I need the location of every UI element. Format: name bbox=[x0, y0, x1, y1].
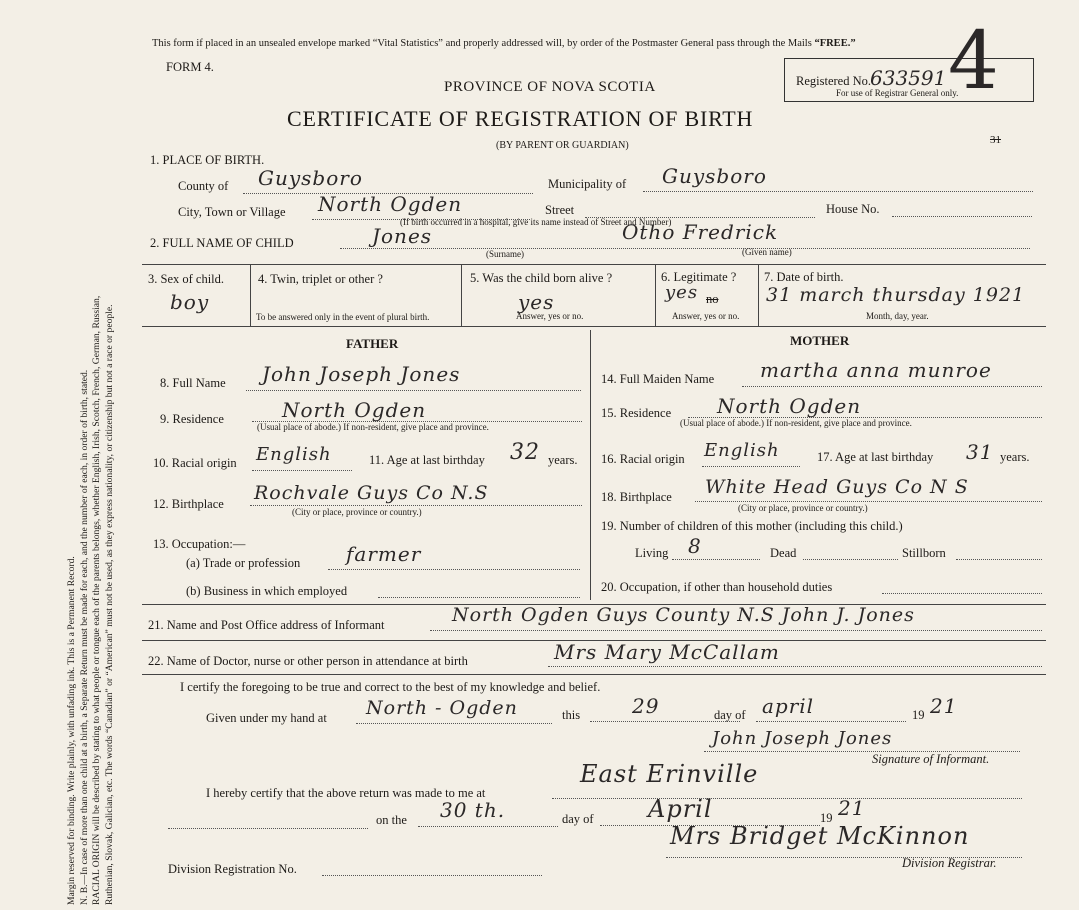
doctor-line bbox=[548, 666, 1042, 667]
place-heading: 1. PLACE OF BIRTH. bbox=[150, 153, 265, 167]
father-birthplace-note: (City or place, province or country.) bbox=[292, 507, 422, 517]
father-birthplace-line bbox=[250, 505, 582, 506]
mother-birthplace-value: White Head Guys Co N S bbox=[705, 476, 969, 498]
mother-name-line bbox=[742, 386, 1042, 387]
month-value: april bbox=[762, 694, 815, 718]
mother-age-value: 31 bbox=[966, 440, 994, 464]
father-trade-value: farmer bbox=[346, 542, 422, 566]
registrar-signature: Mrs Bridget McKinnon bbox=[670, 822, 970, 850]
alive-label: 5. Was the child born alive ? bbox=[470, 271, 613, 285]
year-value: 21 bbox=[930, 694, 958, 718]
mother-stillborn-label: Stillborn bbox=[902, 546, 946, 560]
father-business-label: (b) Business in which employed bbox=[186, 584, 348, 598]
certify-statement: I certify the foregoing to be true and correct to the best of my knowledge and belief. bbox=[180, 680, 601, 694]
mother-living-line bbox=[672, 559, 760, 560]
sex-value: boy bbox=[170, 290, 210, 314]
row3-divider-1 bbox=[250, 264, 251, 326]
return-label: I hereby certify that the above return was made to me at bbox=[206, 786, 486, 800]
row3-divider-3 bbox=[655, 264, 656, 326]
father-residence-note: (Usual place of abode.) If non-resident, give place and province. bbox=[257, 422, 489, 432]
margin-line-2: N. B.—In case of more than one child at a birth, a Separate Return must be made for each, and the number of each, in order of birth, stated. bbox=[78, 369, 90, 905]
legitimate-label: 6. Legitimate ? bbox=[661, 270, 737, 284]
informant-signature: John Joseph Jones bbox=[712, 728, 893, 749]
mail-notice-text: This form if placed in an unsealed envelope marked “Vital Statistics” and properly addressed will, by order of the Postmaster General pass through the Mails bbox=[152, 38, 812, 49]
mail-notice-free: “FREE.” bbox=[814, 38, 856, 49]
city-label: City, Town or Village bbox=[178, 205, 286, 219]
date-note: Month, day, year. bbox=[866, 311, 929, 321]
child-name-line bbox=[340, 248, 1030, 249]
mother-occupation-line bbox=[882, 593, 1042, 594]
mother-age-years: years. bbox=[1000, 450, 1030, 464]
child-name-label: 2. FULL NAME OF CHILD bbox=[150, 236, 294, 250]
on-day-line bbox=[418, 826, 558, 827]
doctor-border bbox=[142, 674, 1046, 675]
month-line bbox=[756, 721, 906, 722]
sex-label: 3. Sex of child. bbox=[148, 272, 225, 286]
margin-line-4: Ruthenian, Slovak, Galician, etc. The words “Canadian” or “American” must not be used, as they express nationality, or citizenship but not a race or people. bbox=[103, 304, 115, 905]
day-value: 29 bbox=[632, 694, 660, 718]
alive-value: yes bbox=[518, 290, 555, 314]
mother-occupation-label: 20. Occupation, if other than household duties bbox=[601, 580, 833, 594]
informant-label: 21. Name and Post Office address of Informant bbox=[148, 618, 385, 632]
municipality-line bbox=[643, 191, 1033, 192]
legitimate-value: yes bbox=[665, 282, 699, 303]
on-day-of-label: day of bbox=[562, 812, 594, 826]
father-birthplace-value: Rochvale Guys Co N.S bbox=[254, 482, 489, 504]
given-label: Given under my hand at bbox=[206, 711, 327, 725]
mother-living-label: Living bbox=[635, 546, 669, 560]
doctor-value: Mrs Mary McCallam bbox=[554, 640, 780, 664]
mother-residence-value: North Ogden bbox=[717, 394, 862, 418]
mother-racial-value: English bbox=[704, 440, 780, 461]
division-registration-label: Division Registration No. bbox=[168, 862, 297, 876]
page-title: CERTIFICATE OF REGISTRATION OF BIRTH bbox=[287, 106, 754, 131]
mother-birthplace-note: (City or place, province or country.) bbox=[738, 503, 868, 513]
father-business-line bbox=[378, 597, 580, 598]
margin-instructions bbox=[66, 25, 116, 905]
twin-note: To be answered only in the event of plural birth. bbox=[256, 312, 430, 322]
father-age-label: 11. Age at last birthday bbox=[369, 453, 485, 467]
father-name-label: 8. Full Name bbox=[160, 376, 226, 390]
corner-mark: 4 bbox=[948, 14, 1000, 107]
doctor-label: 22. Name of Doctor, nurse or other person in attendance at birth bbox=[148, 654, 468, 668]
house-line bbox=[892, 216, 1032, 217]
subtitle: (BY PARENT OR GUARDIAN) bbox=[496, 140, 629, 151]
twin-label: 4. Twin, triplet or other ? bbox=[258, 272, 383, 286]
year-prefix: 19 bbox=[912, 708, 925, 722]
father-age-value: 32 bbox=[510, 440, 540, 465]
mother-birthplace-line bbox=[695, 501, 1042, 502]
registrar-note: For use of Registrar General only. bbox=[836, 88, 959, 98]
father-heading: FATHER bbox=[346, 336, 399, 351]
this-label: this bbox=[562, 708, 581, 722]
mother-age-label: 17. Age at last birthday bbox=[817, 450, 934, 464]
surname-caption: (Surname) bbox=[486, 249, 524, 259]
county-label: County of bbox=[178, 179, 229, 193]
legitimate-note: Answer, yes or no. bbox=[672, 311, 740, 321]
legitimate-struck: no bbox=[706, 292, 719, 306]
registered-number: 633591 bbox=[870, 66, 947, 90]
mail-notice bbox=[152, 38, 856, 49]
father-trade-label: (a) Trade or profession bbox=[186, 556, 301, 570]
father-age-years: years. bbox=[548, 453, 578, 467]
form-number: FORM 4. bbox=[166, 60, 214, 74]
father-name-value: John Joseph Jones bbox=[262, 362, 461, 386]
father-trade-line bbox=[328, 569, 580, 570]
informant-value: North Ogden Guys County N.S John J. Jones bbox=[452, 604, 915, 626]
margin-line-1: Margin reserved for binding. Write plainly, with unfading ink. This is a Permanent Record. bbox=[66, 556, 77, 905]
row3-divider-4 bbox=[758, 264, 759, 326]
municipality-value: Guysboro bbox=[662, 164, 767, 188]
on-year-value: 21 bbox=[838, 796, 866, 820]
father-birthplace-label: 12. Birthplace bbox=[153, 497, 224, 511]
mother-racial-label: 16. Racial origin bbox=[601, 452, 685, 466]
informant-line bbox=[430, 630, 1042, 631]
on-the-label: on the bbox=[376, 813, 407, 827]
informant-signature-caption: Signature of Informant. bbox=[872, 752, 990, 766]
given-place-line bbox=[356, 723, 552, 724]
row3-bottom-border bbox=[142, 326, 1046, 327]
mother-birthplace-label: 18. Birthplace bbox=[601, 490, 672, 504]
row3-top-border bbox=[142, 264, 1046, 265]
on-month-value: April bbox=[648, 795, 713, 823]
street-label: Street bbox=[545, 203, 575, 217]
father-residence-value: North Ogden bbox=[282, 398, 427, 422]
mother-heading: MOTHER bbox=[790, 333, 850, 348]
day-of-label: day of bbox=[714, 708, 746, 722]
parents-divider bbox=[590, 330, 591, 600]
mother-dead-line bbox=[803, 559, 898, 560]
child-given-name: Otho Fredrick bbox=[622, 220, 779, 244]
return-place-line bbox=[552, 798, 1022, 799]
house-label: House No. bbox=[826, 202, 880, 216]
on-year-prefix: 19 bbox=[820, 811, 833, 825]
county-value: Guysboro bbox=[258, 166, 363, 190]
registered-label: Registered No. bbox=[796, 74, 871, 88]
mother-dead-label: Dead bbox=[770, 546, 797, 560]
mother-residence-label: 15. Residence bbox=[601, 406, 672, 420]
mother-children-label: 19. Number of children of this mother (including this child.) bbox=[601, 519, 903, 533]
mother-racial-line bbox=[702, 466, 800, 467]
on-the-leader bbox=[168, 828, 368, 829]
father-occupation-label: 13. Occupation:— bbox=[153, 537, 246, 551]
mother-residence-note: (Usual place of abode.) If non-resident, give place and province. bbox=[680, 418, 912, 428]
mother-living-value: 8 bbox=[688, 534, 702, 558]
mother-name-value: martha anna munroe bbox=[760, 358, 992, 382]
father-residence-label: 9. Residence bbox=[160, 412, 224, 426]
date-value: 31 march thursday 1921 bbox=[766, 284, 1026, 306]
province-heading: PROVINCE OF NOVA SCOTIA bbox=[444, 79, 656, 95]
city-value: North Ogden bbox=[318, 192, 463, 216]
child-surname: Jones bbox=[372, 224, 433, 248]
given-caption: (Given name) bbox=[742, 247, 792, 257]
corner-small: 31 bbox=[990, 134, 1001, 146]
municipality-label: Municipality of bbox=[548, 177, 627, 191]
division-registration-line bbox=[322, 875, 542, 876]
hospital-note: (If birth occurred in a hospital, give its name instead of Street and Number) bbox=[400, 217, 672, 227]
row3-divider-2 bbox=[461, 264, 462, 326]
alive-note: Answer, yes or no. bbox=[516, 311, 584, 321]
father-racial-value: English bbox=[256, 444, 332, 465]
father-name-line bbox=[246, 390, 581, 391]
on-day-value: 30 th. bbox=[440, 798, 506, 822]
date-label: 7. Date of birth. bbox=[764, 270, 844, 284]
mother-name-label: 14. Full Maiden Name bbox=[601, 372, 715, 386]
father-racial-line bbox=[252, 470, 352, 471]
registrar-caption: Division Registrar. bbox=[902, 856, 997, 870]
mother-stillborn-line bbox=[956, 559, 1042, 560]
given-place-value: North - Ogden bbox=[366, 697, 518, 719]
father-racial-label: 10. Racial origin bbox=[153, 456, 237, 470]
return-place-value: East Erinville bbox=[580, 760, 759, 788]
margin-line-3: RACIAL ORIGIN will be described by stating to what people or tongue each of the parents belongs, whether English, Irish, Scotch, French, German, Russian, bbox=[91, 295, 102, 905]
